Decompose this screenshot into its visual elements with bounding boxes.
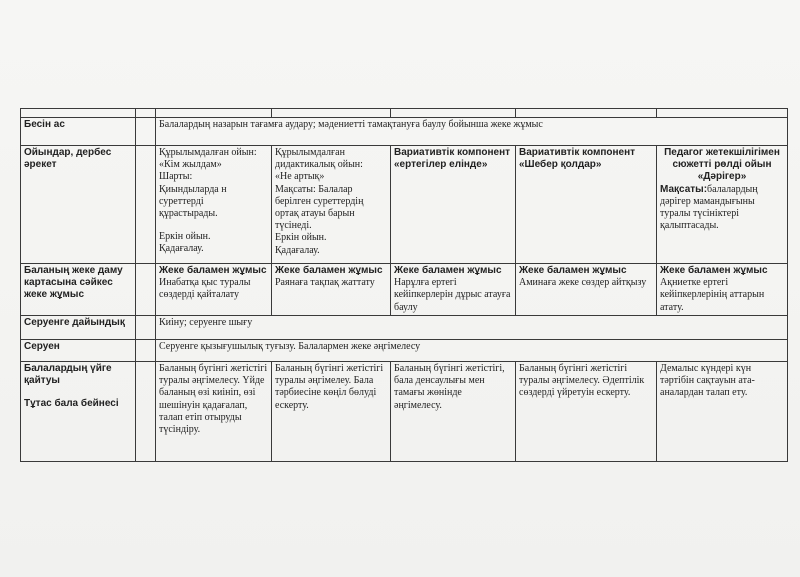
text-line: түсінеді. [275, 220, 312, 232]
games-cell-4 [516, 146, 657, 264]
text-line: Қадағалау. [275, 244, 320, 256]
cell-text: Аминаға жеке сөздер айтқызу [519, 277, 647, 289]
home-cell-4: Баланың бүгінгі жетістігі туралы әңгімелесу. Әдептілік сөздерді үйретуін ескерту. [516, 362, 657, 462]
individual-cell-4 [516, 264, 657, 316]
games-cell-2 [272, 146, 391, 264]
row-label-games: Ойындар, дербес әрекет [21, 146, 136, 264]
text-line: суреттерді [159, 195, 204, 207]
text-line: Қадағалау. [159, 243, 204, 255]
table-cell [136, 362, 156, 462]
home-cell-2: Баланың бүгінгі жетістігі туралы әңгімелеу. Бала тәрбиесіне көңіл бөлуді ескерту. [272, 362, 391, 462]
table-cell [657, 109, 788, 118]
games-cell-3 [391, 146, 516, 264]
home-cell-3: Баланың бүгінгі жетістігі, бала денсаулығы мен тамағы жөнінде әңгімелесу. [391, 362, 516, 462]
table-cell [136, 118, 156, 146]
row-label-lunch: Бесін ас [21, 118, 136, 146]
goal-text: балалардың дәрігер мамандығыны туралы түсініктері қалыптасады. [660, 183, 758, 232]
text-line: Еркін ойын. [159, 231, 211, 243]
text-line: құрастырады. [159, 207, 218, 219]
row-label-walk-prep: Серуенге дайындық [21, 316, 136, 340]
cell-title: Жеке баламен жұмыс [660, 265, 768, 276]
text-line: ортақ атауы барын [275, 207, 355, 219]
lunch-content: Балалардың назарын тағамға аудару; мәдениетті тамақтануға баулу бойынша жеке жұмыс [156, 118, 788, 146]
row-label-walk: Серуен [21, 340, 136, 362]
cell-text: Раянаға тақпақ жаттату [275, 277, 375, 289]
cell-subtitle: «ертегілер елінде» [394, 159, 488, 171]
table-cell [516, 109, 657, 118]
table-cell [136, 316, 156, 340]
table-row-individual [21, 264, 788, 316]
row-label-individual: Баланың жеке даму картасына сәйкес жеке жұмыс [21, 264, 136, 316]
cell-text: Нарұлға ертегі кейіпкерлерін дұрыс атауға баулу [394, 277, 511, 313]
text-line: Мақсаты: Балалар [275, 183, 353, 195]
text-line: Құрылымдалған [275, 147, 345, 158]
text-line: берілген суреттердің [275, 195, 364, 207]
cell-title: Жеке баламен жұмыс [275, 265, 383, 276]
table-cell [391, 109, 516, 118]
row-label-home [21, 362, 136, 462]
text-line: Шарты: [159, 171, 193, 183]
games-cell-5 [657, 146, 788, 264]
cell-title: Жеке баламен жұмыс [519, 265, 627, 276]
table-cell [136, 109, 156, 118]
table-cell [136, 264, 156, 316]
games-cell-1 [156, 146, 272, 264]
table-row-walk-prep [21, 316, 788, 340]
individual-cell-5 [657, 264, 788, 316]
home-cell-1: Баланың бүгінгі жетістігі туралы әңгімелесу. Үйде баланың өзі киініп, өзі шешінуін қадағалап, талап етіп отыруды түсіндіру. [156, 362, 272, 462]
cell-title: Вариативтік компонент [394, 147, 511, 158]
cell-text: Ақниетке ертегі кейіпкерлерінің аттарын атату. [660, 277, 765, 313]
text-line: «Не артық» [275, 171, 325, 183]
text-line: Еркін ойын. [275, 232, 327, 244]
daily-plan-table [20, 108, 788, 462]
text-line: Қиындыларда н [159, 183, 227, 195]
table-row-home [21, 362, 788, 462]
cell-subtitle: «Шебер қолдар» [519, 159, 602, 171]
table-cell [136, 146, 156, 264]
table-row-top [21, 109, 788, 118]
goal-label: Мақсаты: [660, 183, 708, 195]
cell-title: Педагог жетекшілігімен сюжетті рөлді ойын «Дәрігер» [664, 147, 780, 183]
table-row-walk [21, 340, 788, 362]
text-line: Құрылымдалған ойын: [159, 147, 257, 158]
walk-prep-content: Киіну; серуенге шығу [156, 316, 788, 340]
individual-cell-2 [272, 264, 391, 316]
text-line: дидактикалық ойын: [275, 159, 363, 171]
whole-child-label: Тұтас бала бейнесі [24, 398, 119, 410]
cell-title: Вариативтік компонент [519, 147, 636, 158]
table-cell [136, 340, 156, 362]
home-label: Балалардың үйге қайтуы [24, 363, 112, 387]
text-line: «Кім жылдам» [159, 159, 222, 171]
table-row-games [21, 146, 788, 264]
table-row-lunch [21, 118, 788, 146]
individual-cell-3 [391, 264, 516, 316]
cell-title: Жеке баламен жұмыс [394, 265, 502, 276]
cell-title: Жеке баламен жұмыс [159, 265, 267, 276]
walk-content: Серуенге қызығушылық туғызу. Балалармен жеке әңгімелесу [156, 340, 788, 362]
home-cell-5: Демалыс күндері күн тәртібін сақтауын ата-аналардан талап ету. [657, 362, 788, 462]
table-cell [156, 109, 272, 118]
individual-cell-1 [156, 264, 272, 316]
cell-text: Инабатқа қыс туралы сөздерді қайталату [159, 277, 251, 301]
table-cell [21, 109, 136, 118]
table-cell [272, 109, 391, 118]
